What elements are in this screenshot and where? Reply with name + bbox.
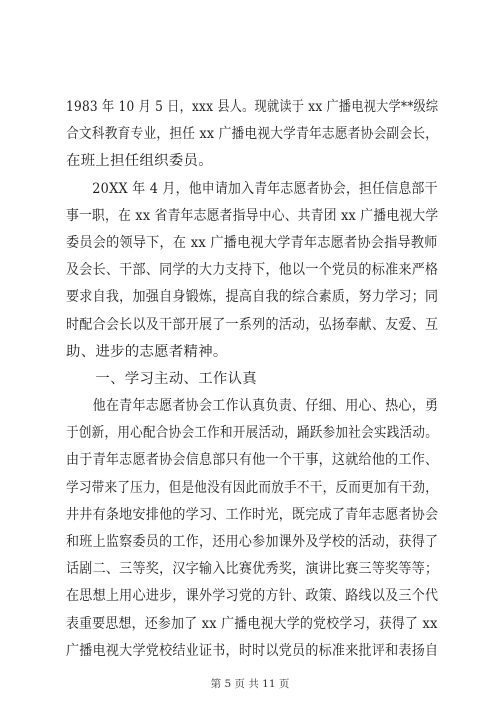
text-line: 及会长、干部、同学的大力支持下，他以一个党员的标准来严格: [66, 262, 439, 279]
section-heading: 一、学习主动、工作认真: [66, 370, 257, 387]
text-line: 话剧二、三等奖，汉字输入比赛优秀奖，演讲比赛三等奖等等；: [66, 561, 439, 578]
text-line: 在班上担任组织委员。: [66, 153, 213, 170]
text-line: 合文科教育专业，担任 xx 广播电视大学青年志愿者协会副会长，: [66, 126, 439, 143]
page-footer: 第 5 页 共 11 页: [210, 678, 290, 690]
text-line: 广播电视大学党校结业证书，时时以党员的标准来批评和表扬自: [66, 642, 439, 659]
text-line: 20XX 年 4 月，他申请加入青年志愿者协会，担任信息部干: [66, 180, 438, 197]
text-line: 在思想上用心进步，课外学习党的方针、政策、路线以及三个代: [66, 588, 439, 605]
text-line: 事一职，在 xx 省青年志愿者指导中心、共青团 xx 广播电视大学: [66, 207, 439, 224]
text-line: 他在青年志愿者协会工作认真负责、仔细、用心、热心，勇: [66, 398, 439, 415]
text-line: 要求自我，加强自身锻炼，提高自我的综合素质，努力学习；同: [66, 289, 439, 306]
text-line: 助、进步的志愿者精神。: [66, 343, 228, 360]
text-line: 于创新，用心配合协会工作和开展活动，踊跃参加社会实践活动。: [66, 425, 439, 442]
text-line: 1983 年 10 月 5 日，xxx 县人。现就读于 xx 广播电视大学**级综: [66, 99, 439, 115]
text-line: 由于青年志愿者协会信息部只有他一个干事，这就给他的工作、: [66, 452, 439, 469]
text-line: 井井有条地安排他的学习、工作时光，既完成了青年志愿者协会: [66, 506, 439, 523]
body-text: [66, 94, 438, 665]
text-line: 学习带来了压力，但是他没有因此而放手不干，反而更加有干劲，: [66, 479, 439, 496]
text-line: 时配合会长以及干部开展了一系列的活动，弘扬奉献、友爱、互: [66, 316, 439, 333]
text-line: 表重要思想，还参加了 xx 广播电视大学的党校学习，获得了 xx: [66, 615, 438, 632]
text-line: 委员会的领导下，在 xx 广播电视大学青年志愿者协会指导教师: [66, 234, 438, 251]
text-line: 和班上监察委员的工作，还用心参加课外及学校的活动，获得了: [66, 534, 439, 550]
